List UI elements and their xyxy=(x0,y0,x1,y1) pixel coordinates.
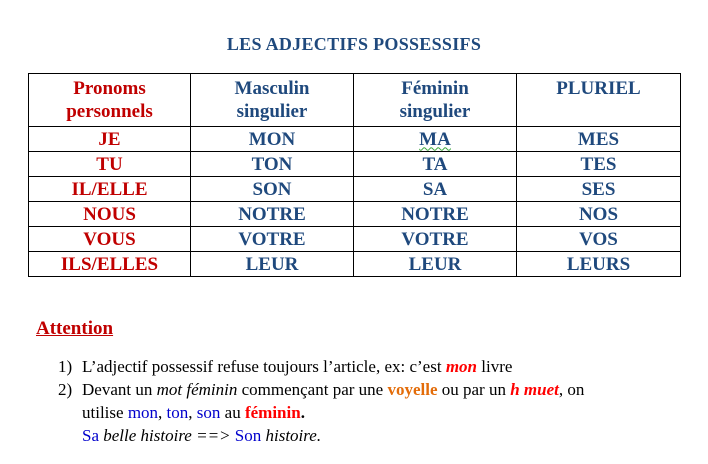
note-1 xyxy=(58,355,698,378)
feminine-cell: NOTRE xyxy=(354,202,517,227)
masculine-cell: SON xyxy=(191,177,354,202)
header-plural: PLURIEL xyxy=(517,74,681,127)
table-row xyxy=(29,227,681,252)
plural-cell: TES xyxy=(517,152,681,177)
table-header-row xyxy=(29,74,681,127)
plural-cell: LEURS xyxy=(517,252,681,277)
feminine-cell-text: MA xyxy=(419,128,451,150)
note-1-highlight: mon xyxy=(445,357,477,376)
note-2-son: son xyxy=(196,403,221,422)
note-1-end: livre xyxy=(477,357,513,376)
header-masculine-line2: singulier xyxy=(236,101,308,122)
note-2-text-d: , on xyxy=(558,380,585,399)
note-2-text-c: ou par un xyxy=(437,380,511,399)
plural-cell: SES xyxy=(517,177,681,202)
note-2-mon: mon xyxy=(127,403,159,422)
note-2-line-2 xyxy=(82,401,584,424)
masculine-cell: MON xyxy=(191,127,354,152)
example-son: Son xyxy=(234,426,262,445)
table-row xyxy=(29,252,681,277)
note-1-text xyxy=(82,355,512,378)
page-title: LES ADJECTIFS POSSESSIFS xyxy=(226,34,482,54)
note-1-main: L’adjectif possessif refuse toujours l’article, ex: c’est xyxy=(82,357,446,376)
masculine-cell: TON xyxy=(191,152,354,177)
possessive-adjectives-table xyxy=(28,73,681,277)
plural-cell: MES xyxy=(517,127,681,152)
note-2-ton: ton xyxy=(166,403,189,422)
pronoun-cell: VOUS xyxy=(29,227,191,252)
plural-cell: NOS xyxy=(517,202,681,227)
example-end: histoire. xyxy=(261,426,322,445)
table-row xyxy=(29,177,681,202)
note-2-period: . xyxy=(300,403,305,422)
table-row xyxy=(29,202,681,227)
note-2-italic-phrase: mot féminin xyxy=(156,380,238,399)
header-feminine-line1: Féminin xyxy=(401,78,469,99)
header-feminine-line2: singulier xyxy=(399,101,471,122)
note-2-comma-2: , xyxy=(188,403,197,422)
plural-cell: VOS xyxy=(517,227,681,252)
note-2-number: 2) xyxy=(58,380,73,399)
header-masculine-line1: Masculin xyxy=(234,78,310,99)
table-row xyxy=(29,127,681,152)
note-2-line2-a: utilise xyxy=(82,403,128,422)
masculine-cell: LEUR xyxy=(191,252,354,277)
note-2-feminin: féminin xyxy=(244,403,301,422)
note-2-line-1 xyxy=(82,378,584,401)
example-middle: belle histoire ==> xyxy=(99,426,235,445)
feminine-cell: SA xyxy=(354,177,517,202)
note-2 xyxy=(58,378,698,447)
pronoun-cell: NOUS xyxy=(29,202,191,227)
header-feminine xyxy=(354,74,517,127)
note-2-h-muet: h muet xyxy=(510,380,559,399)
feminine-cell: LEUR xyxy=(354,252,517,277)
header-pronouns xyxy=(29,74,191,127)
feminine-cell: TA xyxy=(354,152,517,177)
note-2-au: au xyxy=(220,403,245,422)
feminine-cell xyxy=(354,127,517,152)
pronoun-cell: JE xyxy=(29,127,191,152)
note-2-body xyxy=(82,378,584,447)
note-2-comma-1: , xyxy=(158,403,167,422)
attention-notes xyxy=(58,355,698,447)
header-pronouns-line2: personnels xyxy=(66,101,153,122)
feminine-cell: VOTRE xyxy=(354,227,517,252)
note-1-number: 1) xyxy=(58,357,73,376)
pronoun-cell: ILS/ELLES xyxy=(29,252,191,277)
pronoun-cell: IL/ELLE xyxy=(29,177,191,202)
note-2-text-a: Devant un xyxy=(82,380,157,399)
masculine-cell: VOTRE xyxy=(191,227,354,252)
example-sa: Sa xyxy=(82,426,99,445)
note-2-vowel: voyelle xyxy=(387,380,438,399)
attention-heading: Attention xyxy=(36,318,114,339)
masculine-cell: NOTRE xyxy=(191,202,354,227)
pronoun-cell: TU xyxy=(29,152,191,177)
header-pronouns-line1: Pronoms xyxy=(73,78,146,99)
table-row xyxy=(29,152,681,177)
header-masculine xyxy=(191,74,354,127)
note-2-line-3 xyxy=(82,424,584,447)
note-2-text-b: commençant par une xyxy=(237,380,388,399)
